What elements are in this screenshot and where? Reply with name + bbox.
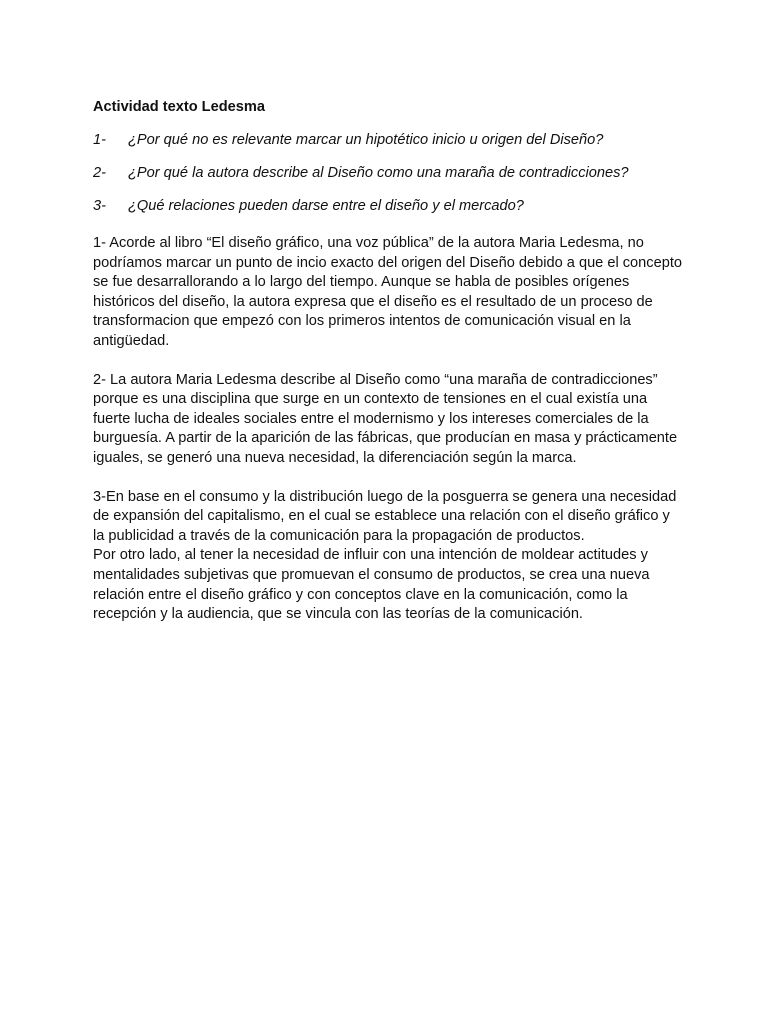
question-text: ¿Qué relaciones pueden darse entre el diseño y el mercado? [128, 198, 524, 214]
answer-paragraph-3-continued: Por otro lado, al tener la necesidad de influir con una intención de moldear actitudes y mentalidades subjetivas que promuevan el consumo de productos, se crea una nueva relación entre el diseño gráfico y con conceptos clave en la comunicación, como la recepción y la audiencia, que se vincula con las teorías de la comunicación. [93, 547, 650, 623]
question-number: 3- [93, 198, 106, 214]
question-number: 2- [93, 165, 106, 181]
question-text: ¿Por qué la autora describe al Diseño como una maraña de contradicciones? [128, 165, 629, 181]
question-item [93, 197, 683, 216]
question-item [93, 131, 683, 150]
answer-paragraph-2: 2- La autora Maria Ledesma describe al Diseño como “una maraña de contradicciones” porque es una disciplina que surge en un contexto de tensiones en el cual existía una fuerte lucha de ideales sociales entre el modernismo y los intereses comerciales de la burguesía. A partir de la aparición de las fábricas, que producían en masa y prácticamente iguales, se generó una nueva necesidad, la diferenciación según la marca. [93, 371, 678, 466]
question-item [93, 164, 683, 183]
question-text: ¿Por qué no es relevante marcar un hipotético inicio u origen del Diseño? [128, 132, 604, 148]
question-number: 1- [93, 132, 106, 148]
answer-paragraph-3: 3-En base en el consumo y la distribución luego de la posguerra se genera una necesidad de expansión del capitalismo, en el cual se establece una relación con el diseño gráfico y la publicidad a través de la comunicación para la propagación de productos. [93, 488, 677, 544]
document-body [93, 98, 683, 625]
document-title: Actividad texto Ledesma [93, 99, 265, 115]
answer-paragraph-1: 1- Acorde al libro “El diseño gráfico, una voz pública” de la autora Maria Ledesma, no podríamos marcar un punto de incio exacto del origen del Diseño debido a que el concepto se fue desarrallorando a lo largo del tiempo. Aunque se habla de posibles orígenes históricos del diseño, la autora expresa que el diseño es el resultado de un proceso de transformacion que empezó con los primeros intentos de comunicación visual en la antigüedad. [93, 235, 682, 349]
